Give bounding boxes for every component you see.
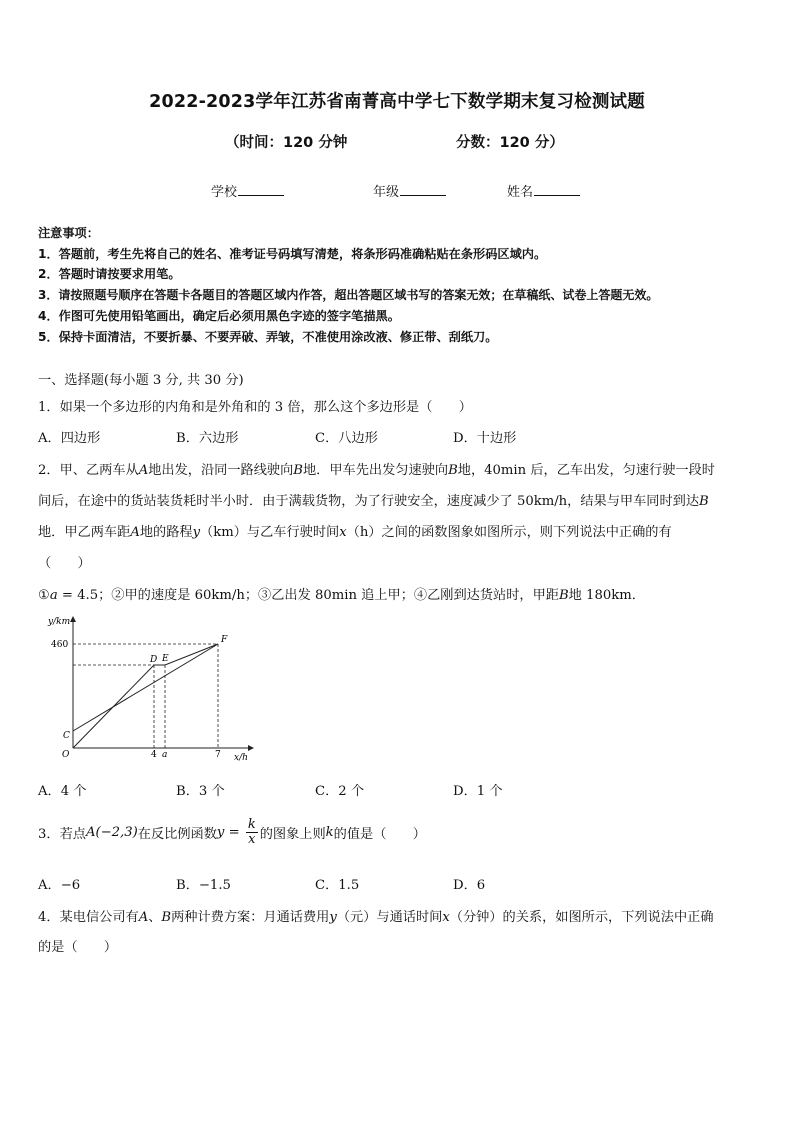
- q3-option-b[interactable]: B．−1.5: [176, 878, 231, 893]
- var-A: A: [138, 463, 149, 478]
- x-axis-label: x/h: [234, 753, 248, 763]
- q1-option-b[interactable]: B．六边形: [176, 431, 239, 446]
- school-blank[interactable]: [238, 183, 284, 196]
- x-tick-7: 7: [215, 750, 221, 760]
- q2-text: 地．甲乙两车距: [38, 525, 131, 540]
- school-field: [211, 181, 284, 200]
- y-tick-460: 460: [51, 640, 69, 650]
- q2-text: 2．甲、乙两车从: [38, 463, 139, 478]
- var-B: B: [293, 463, 303, 478]
- line-CF: [73, 644, 218, 731]
- x-tick-4: 4: [151, 750, 157, 760]
- var-A: A: [138, 910, 149, 925]
- q2-line3: [38, 521, 672, 540]
- grade-blank[interactable]: [400, 183, 446, 196]
- var-y: y: [216, 825, 225, 840]
- var-y: y: [329, 910, 337, 925]
- var-B: B: [161, 910, 172, 925]
- q4-text: （分钟）的关系，如图所示，下列说法中正确: [449, 910, 714, 925]
- var-x: x: [442, 910, 450, 925]
- x-axis-arrow: [248, 745, 254, 751]
- q2-option-b[interactable]: B．3 个: [176, 784, 225, 799]
- q2-statements: [38, 584, 645, 603]
- q4-text: （元）与通话时间: [336, 910, 443, 925]
- grade-field: [373, 181, 446, 200]
- q3-option-c[interactable]: C．1.5: [315, 878, 360, 893]
- fraction-k-over-x: [246, 818, 258, 847]
- q4-text: 4．某电信公司有: [38, 910, 139, 925]
- point-A: A(−2,3): [85, 825, 138, 840]
- q1-option-a[interactable]: A．四边形: [38, 431, 101, 446]
- equals-sign: =: [224, 825, 244, 840]
- name-blank[interactable]: [534, 183, 580, 196]
- q4-text: 两种计费方案：月通话费用: [171, 910, 330, 925]
- score-label: 分数：120 分）: [456, 135, 564, 151]
- q2-text: （km）与乙车行驶时间: [200, 525, 340, 540]
- q2-text: （h）之间的函数图象如图所示，则下列说法中正确的有: [346, 525, 672, 540]
- y-axis-arrow: [70, 616, 76, 622]
- point-C: C: [63, 731, 70, 741]
- x-tick-a: a: [162, 750, 168, 760]
- q3-text: 在反比例函数: [137, 827, 217, 842]
- q2-line4: （ ）: [38, 556, 91, 571]
- var-x: x: [339, 525, 347, 540]
- q2-text: 地 180km．: [568, 588, 645, 603]
- var-A: A: [130, 525, 140, 540]
- notice-item: 2．答题时请按要求用笔。: [38, 267, 181, 281]
- q2-text: 间后，在途中的货站装货耗时半小时．由于满载货物，为了行驶安全，速度减少了 50km/h，结果与甲车同时到达: [38, 494, 700, 509]
- q4-text: 、: [148, 910, 162, 925]
- name-field: [507, 181, 580, 200]
- numerator: k: [247, 817, 256, 832]
- page-title: 2022-2023学年江苏省南菁高中学七下数学期末复习检测试题: [149, 92, 645, 112]
- point-E: E: [162, 654, 169, 664]
- q2-option-d[interactable]: D．1 个: [453, 784, 503, 799]
- q3-stem: [38, 818, 426, 847]
- var-B: B: [699, 494, 709, 509]
- point-F: F: [221, 635, 228, 645]
- time-label: （时间：120 分钟: [225, 135, 348, 151]
- var-B: B: [558, 588, 569, 603]
- q3-option-d[interactable]: D．6: [453, 878, 486, 893]
- denominator: x: [248, 832, 256, 847]
- q2-text: 地的路程: [139, 525, 193, 540]
- grade-label: 年级: [373, 185, 400, 200]
- point-D: D: [150, 655, 158, 665]
- q4-line1: [38, 906, 714, 925]
- var-y: y: [192, 525, 201, 540]
- school-label: 学校: [211, 185, 238, 200]
- q2-text: ①: [38, 588, 50, 603]
- notice-item: 5．保持卡面清洁，不要折暴、不要弄破、弄皱，不准使用涂改液、修正带、刮纸刀。: [38, 330, 498, 344]
- q2-text: 地，40min 后，乙车出发，匀速行驶一段时: [457, 463, 715, 478]
- q2-text: 地．甲车先出发匀速驶向: [303, 463, 449, 478]
- q2-option-a[interactable]: A．4 个: [38, 784, 87, 799]
- line-ODEF: [73, 644, 218, 748]
- point-O: O: [62, 750, 70, 760]
- q1-stem: 1．如果一个多边形的内角和是外角和的 3 倍，那么这个多边形是（ ）: [38, 400, 472, 415]
- q2-option-c[interactable]: C．2 个: [315, 784, 365, 799]
- var-a: a: [49, 588, 58, 603]
- q2-line1: [38, 459, 715, 478]
- q3-text: 的值是（ ）: [333, 827, 426, 842]
- notice-item: 1．答题前，考生先将自己的姓名、准考证号码填写清楚，将条形码准确粘贴在条形码区域内。: [38, 247, 547, 261]
- y-axis-label: y/km: [48, 617, 71, 627]
- section-heading: 一、选择题(每小题 3 分, 共 30 分): [38, 373, 244, 388]
- notice-item: 3．请按照题号顺序在答题卡各题目的答题区域内作答，超出答题区域书写的答案无效；在草稿纸、试卷上答题无效。: [38, 288, 659, 302]
- distance-time-graph: [38, 610, 258, 765]
- notice-heading: 注意事项：: [38, 226, 99, 240]
- q2-text: = 4.5；②甲的速度是 60km/h；③乙出发 80min 追上甲；④乙刚到达货站时，甲距: [57, 588, 559, 603]
- q3-text: 3．若点: [38, 827, 86, 842]
- name-label: 姓名: [507, 185, 534, 200]
- notice-item: 4．作图可先使用铅笔画出，确定后必须用黑色字迹的签字笔描黑。: [38, 309, 400, 323]
- var-B: B: [448, 463, 458, 478]
- q1-option-d[interactable]: D．十边形: [453, 431, 517, 446]
- q2-line2: [38, 490, 709, 509]
- var-k: k: [325, 825, 334, 840]
- q3-option-a[interactable]: A．−6: [38, 878, 81, 893]
- q1-option-c[interactable]: C．八边形: [315, 431, 378, 446]
- q2-text: 地出发，沿同一路线驶向: [148, 463, 294, 478]
- q4-line2: 的是（ ）: [38, 940, 118, 955]
- q3-text: 的图象上则: [259, 827, 326, 842]
